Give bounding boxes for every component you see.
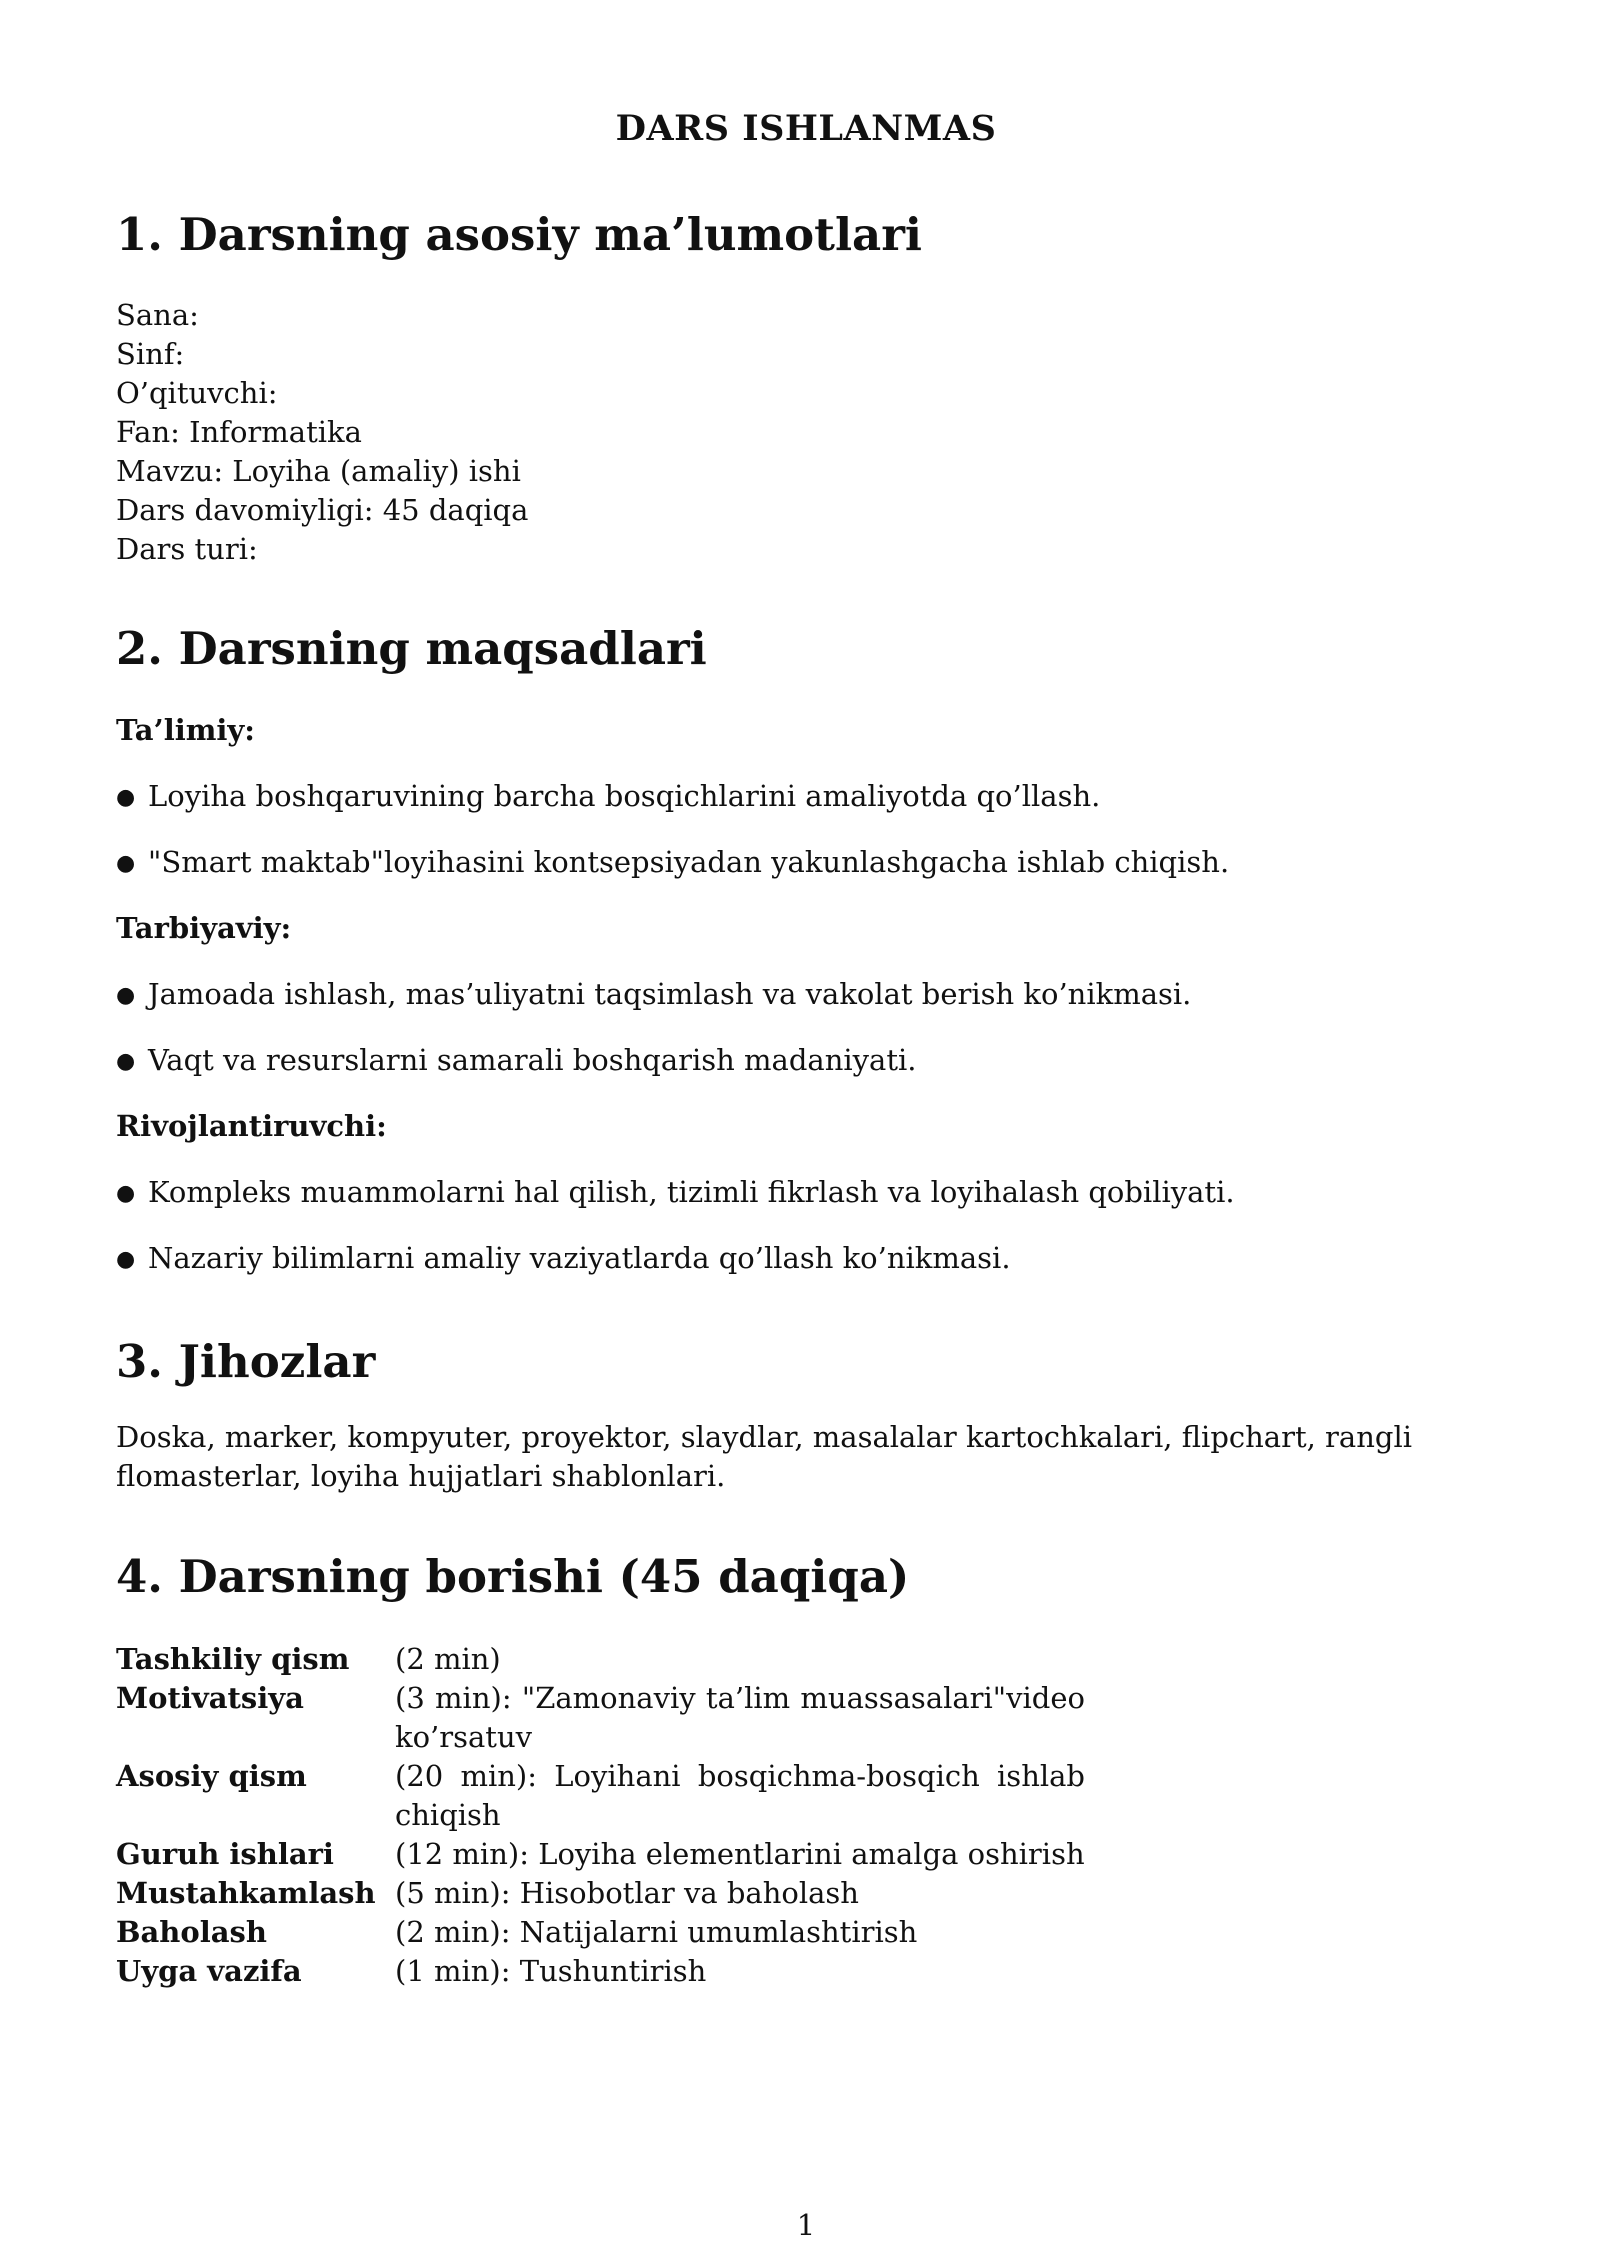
table-row (116, 1835, 1085, 1874)
section-heading-equipment: 3. Jihozlar (116, 1335, 376, 1388)
phase-description: (12 min): Loyiha elementlarini amalga oshirish (395, 1837, 1085, 1871)
phase-name: Guruh ishlari (116, 1837, 334, 1871)
goal-item: ● Loyiha boshqaruvining barcha bosqichlarini amaliyotda qo’llash. (116, 779, 1101, 813)
goal-group-title: Rivojlantiruvchi: (116, 1109, 387, 1143)
info-line-date: Sana: (116, 298, 199, 332)
bullet-dot-icon: ● (116, 785, 136, 810)
goal-group-title: Ta’limiy: (116, 713, 255, 747)
goal-item: ● "Smart maktab"loyihasini kontsepsiyadan yakunlashgacha ishlab chiqish. (116, 845, 1230, 879)
table-row (116, 1874, 1085, 1913)
table-row (116, 1640, 1085, 1679)
info-line-topic: Mavzu: Loyiha (amaliy) ishi (116, 454, 521, 488)
bullet-dot-icon: ● (116, 851, 136, 876)
goal-item: ● Jamoada ishlash, mas’uliyatni taqsimlash va vakolat berish ko’nikmasi. (116, 977, 1192, 1011)
phase-name: Asosiy qism (116, 1759, 307, 1793)
page-number: 1 (796, 2208, 816, 2242)
info-line-subject: Fan: Informatika (116, 415, 362, 449)
section-heading-lesson-flow: 4. Darsning borishi (45 daqiqa) (116, 1550, 910, 1603)
phase-name: Tashkiliy qism (116, 1642, 350, 1676)
goal-item: ● Vaqt va resurslarni samarali boshqarish madaniyati. (116, 1043, 917, 1077)
phase-name: Uyga vazifa (116, 1954, 302, 1988)
phase-name: Baholash (116, 1915, 267, 1949)
phase-description: (3 min): "Zamonaviy ta’lim muassasalari"video ko’rsatuv (395, 1681, 1085, 1754)
phase-name: Motivatsiya (116, 1681, 304, 1715)
phase-name: Mustahkamlash (116, 1876, 376, 1910)
goal-item: ● Nazariy bilimlarni amaliy vaziyatlarda qo’llash ko’nikmasi. (116, 1241, 1011, 1275)
bullet-dot-icon: ● (116, 1181, 136, 1206)
phase-description: (5 min): Hisobotlar va baholash (395, 1876, 859, 1910)
section-heading-basic-info: 1. Darsning asosiy ma’lumotlari (116, 208, 923, 261)
phase-description: (2 min) (395, 1642, 501, 1676)
table-row (116, 1757, 1085, 1835)
bullet-dot-icon: ● (116, 1049, 136, 1074)
info-line-duration: Dars davomiyligi: 45 daqiqa (116, 493, 529, 527)
info-line-teacher: O’qituvchi: (116, 376, 278, 410)
goal-item: ● Kompleks muammolarni hal qilish, tizimli fikrlash va loyihalash qobiliyati. (116, 1175, 1235, 1209)
table-row (116, 1952, 1085, 1991)
basic-info-list (116, 296, 528, 569)
bullet-dot-icon: ● (116, 1247, 136, 1272)
goal-group-title: Tarbiyaviy: (116, 911, 292, 945)
lesson-flow-table (116, 1640, 1085, 1991)
phase-description: (2 min): Natijalarni umumlashtirish (395, 1915, 918, 1949)
document-title: DARS ISHLANMAS (615, 108, 997, 149)
info-line-class: Sinf: (116, 337, 185, 371)
equipment-text: Doska, marker, kompyuter, proyektor, slaydlar, masalalar kartochkalari, flipchart, rangli flomasterlar, loyiha hujjatlari shablonlari. (116, 1420, 1412, 1493)
info-line-lesson-type: Dars turi: (116, 532, 258, 566)
bullet-dot-icon: ● (116, 983, 136, 1008)
table-row (116, 1913, 1085, 1952)
section-heading-goals: 2. Darsning maqsadlari (116, 622, 707, 675)
phase-description: (1 min): Tushuntirish (395, 1954, 707, 1988)
table-row (116, 1679, 1085, 1757)
phase-description: (20 min): Loyihani bosqichma-bosqich ishlab chiqish (395, 1759, 1085, 1832)
